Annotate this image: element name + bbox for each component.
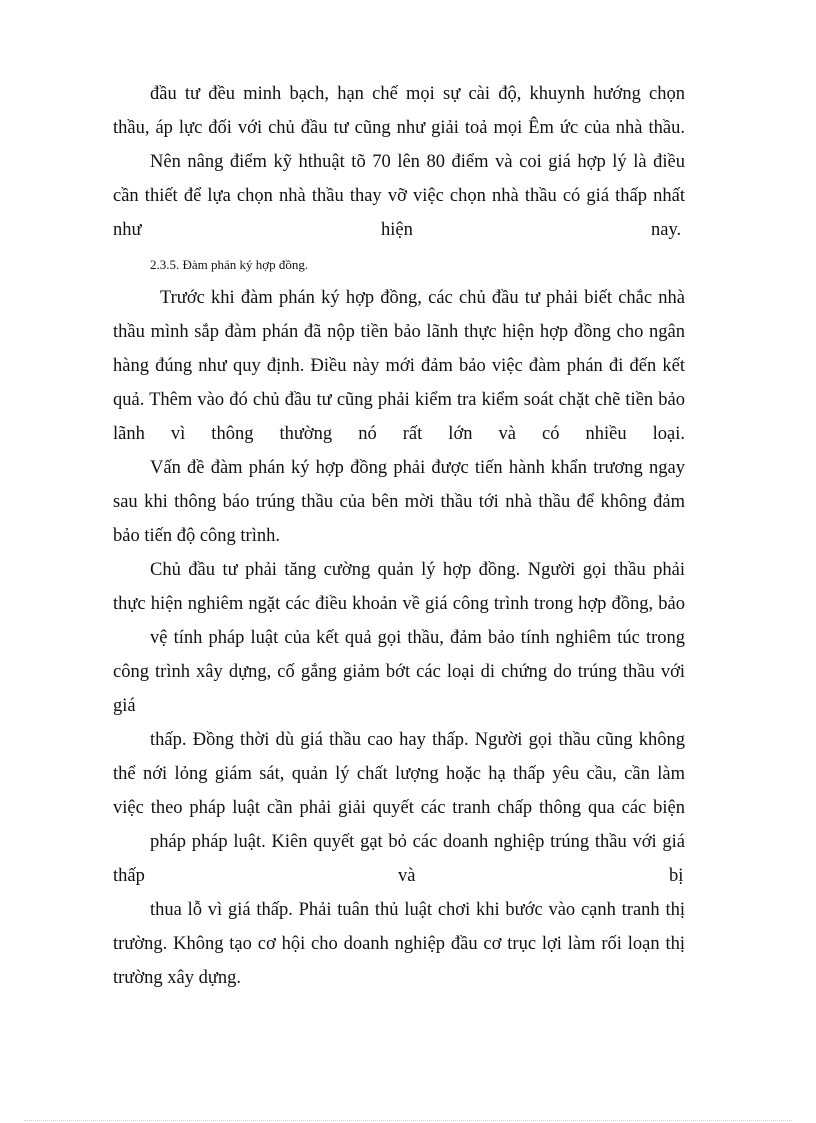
page-bottom-divider bbox=[24, 1120, 792, 1121]
paragraph-line: thể nới lỏng giám sát, quản lý chất lượng hoặc hạ thấp yêu cầu, cần làm bbox=[113, 764, 685, 784]
paragraph-line: quả. Thêm vào đó chủ đầu tư cũng phải kiểm tra kiểm soát chặt chẽ tiền bảo bbox=[113, 390, 685, 410]
paragraph-line: thầu mình sắp đàm phán đã nộp tiền bảo lãnh thực hiện hợp đồng cho ngân bbox=[113, 322, 685, 342]
paragraph-line: giá bbox=[113, 696, 136, 716]
paragraph-line: Chủ đầu tư phải tăng cường quản lý hợp đồng. Người gọi thầu phải bbox=[150, 560, 685, 580]
paragraph-line: Nên nâng điểm kỹ hthuật tõ 70 lên 80 điểm và coi giá hợp lý là điều bbox=[150, 152, 685, 172]
paragraph-line: thực hiện nghiêm ngặt các điều khoản về giá công trình trong hợp đồng, bảo bbox=[113, 594, 685, 614]
paragraph-line: vệ tính pháp luật của kết quả gọi thầu, đảm bảo tính nghiêm túc trong bbox=[150, 628, 685, 648]
paragraph-word: hiện bbox=[381, 220, 413, 240]
paragraph-line: công trình xây dựng, cố gắng giảm bớt các loại di chứng do trúng thầu với bbox=[113, 662, 685, 682]
paragraph-line: Trước khi đàm phán ký hợp đồng, các chủ đầu tư phải biết chắc nhà bbox=[160, 288, 685, 308]
paragraph-word: bị bbox=[669, 866, 684, 886]
paragraph-line: lãnh vì thông thường nó rất lớn và có nhiều loại. bbox=[113, 424, 685, 444]
paragraph-line: đầu tư đều minh bạch, hạn chế mọi sự cài độ, khuynh hướng chọn bbox=[150, 84, 685, 104]
paragraph-line: thua lỗ vì giá thấp. Phải tuân thủ luật chơi khi bước vào cạnh tranh thị bbox=[150, 900, 685, 920]
paragraph-line: hàng đúng như quy định. Điều này mới đảm bảo việc đàm phán đi đến kết bbox=[113, 356, 685, 376]
paragraph-line: thầu, áp lực đối với chủ đầu tư cũng như giải toả mọi Êm ức của nhà thầu. bbox=[113, 118, 685, 138]
paragraph-line: pháp pháp luật. Kiên quyết gạt bỏ các doanh nghiệp trúng thầu với giá bbox=[150, 832, 685, 852]
paragraph-word: nay. bbox=[651, 220, 682, 240]
paragraph-word: như bbox=[113, 220, 142, 240]
paragraph-line: trường xây dựng. bbox=[113, 968, 241, 988]
paragraph-word: thấp bbox=[113, 866, 145, 886]
paragraph-line: Vấn đề đàm phán ký hợp đồng phải được tiến hành khẩn trương ngay bbox=[150, 458, 685, 478]
paragraph-line: thấp. Đồng thời dù giá thầu cao hay thấp. Người gọi thầu cũng không bbox=[150, 730, 685, 750]
paragraph-line: cần thiết để lựa chọn nhà thầu thay vỡ việc chọn nhà thầu có giá thấp nhất bbox=[113, 186, 685, 206]
paragraph-line: việc theo pháp luật cần phải giải quyết các tranh chấp thông qua các biện bbox=[113, 798, 685, 818]
paragraph-line: trường. Không tạo cơ hội cho doanh nghiệp đầu cơ trục lợi làm rối loạn thị bbox=[113, 934, 685, 954]
paragraph-line: sau khi thông báo trúng thầu của bên mời thầu tới nhà thầu để không đảm bbox=[113, 492, 685, 512]
paragraph-word: và bbox=[398, 866, 416, 886]
section-heading: 2.3.5. Đàm phán ký hợp đồng. bbox=[150, 257, 309, 272]
paragraph-line: bảo tiến độ công trình. bbox=[113, 526, 280, 546]
